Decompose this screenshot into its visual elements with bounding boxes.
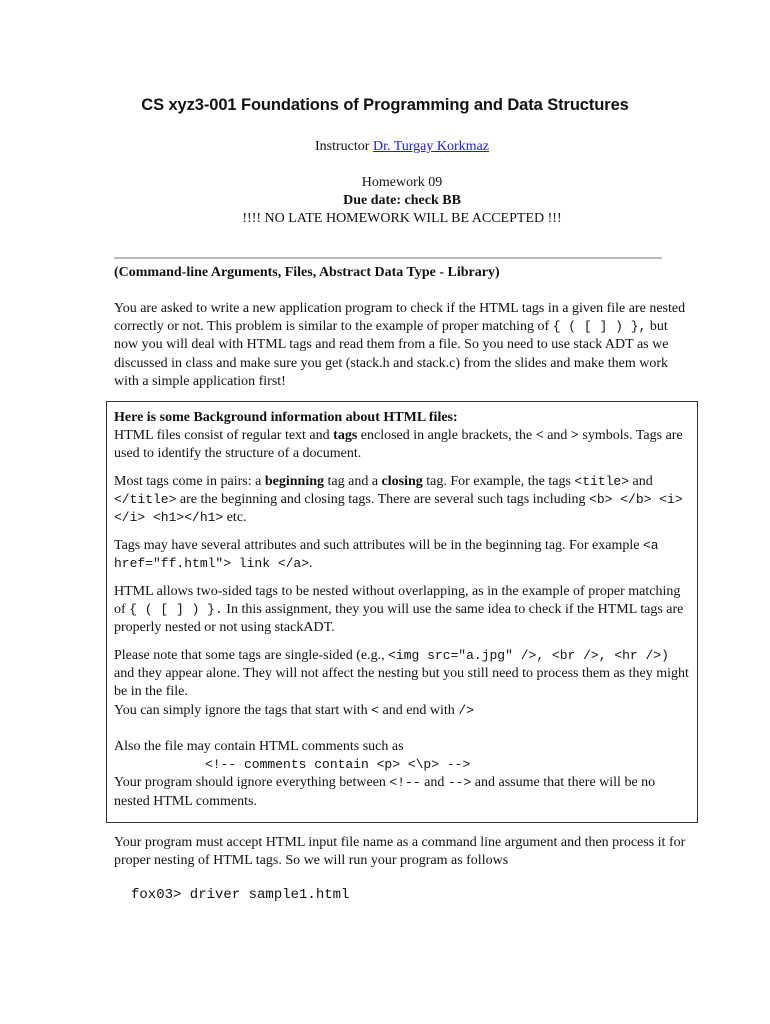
background-paragraph-1 bbox=[114, 409, 692, 464]
bg-p5-text: and end with bbox=[378, 702, 459, 718]
bg-p4-text: In this assignment, they you will use the same idea to check if the HTML tags are properly nested or not using stackADT. bbox=[114, 602, 684, 636]
instructor-line bbox=[0, 139, 770, 155]
bg-p3-code-link: <a href="ff.html"> link </a> bbox=[114, 538, 659, 572]
bg-p1-bold-tags: tags bbox=[333, 428, 358, 444]
background-paragraph-4 bbox=[114, 583, 692, 638]
bg-p6-text: and bbox=[420, 775, 448, 791]
bg-p2-code-tags: <b> </b> <i> </i> <h1></h1> bbox=[114, 492, 683, 526]
bg-p2-text: tag. For example, the tags bbox=[422, 474, 575, 489]
bg-p5-text: Please note that some tags are single-sided (e.g., bbox=[114, 648, 389, 663]
bg-p6-text: Your program should ignore everything between bbox=[114, 775, 390, 791]
bg-p3-text: . bbox=[309, 556, 313, 572]
run-instructions: Your program must accept HTML input file name as a command line argument and then process it for proper nesting of HTML tags. So we will run your program as follows bbox=[114, 835, 686, 869]
bg-p5-code-single-tags: <img src="a.jpg" />, <br />, <hr />) bbox=[388, 648, 669, 663]
bg-p2-bold-beginning: beginning bbox=[264, 474, 325, 489]
instructor-link[interactable]: Dr. Turgay Korkmaz bbox=[372, 139, 489, 154]
bg-p4-code-brackets: { ( [ ] ) }. bbox=[129, 602, 223, 618]
bg-p2-text: etc. bbox=[223, 510, 247, 526]
bg-p5-text: You can simply ignore the tags that start with bbox=[114, 702, 372, 718]
bg-p2-bold-closing: closing bbox=[381, 474, 423, 489]
bg-p5-text: and they appear alone. They will not affect the nesting but you still need to process them as they might be in the file. bbox=[114, 666, 689, 700]
due-date: Due date: check BB bbox=[343, 193, 461, 208]
instructor-prefix: Instructor bbox=[315, 139, 373, 154]
homework-number: Homework 09 bbox=[361, 175, 443, 190]
bg-p1-bold-lt: < bbox=[535, 428, 544, 444]
bg-p1-text: HTML files consist of regular text and bbox=[114, 428, 334, 444]
bg-p2-text: tag and a bbox=[324, 474, 382, 489]
bg-p3-text: Tags may have several attributes and such attributes will be in the beginning tag. For example bbox=[114, 538, 643, 553]
bg-p4-text: HTML allows two-sided tags to be nested without overlapping, as in the example of proper matching of bbox=[114, 584, 681, 618]
bg-p1-text: enclosed in angle brackets, the bbox=[357, 428, 536, 444]
late-notice: !!!! NO LATE HOMEWORK WILL BE ACCEPTED !!! bbox=[242, 211, 562, 226]
bg-p6-text: Also the file may contain HTML comments such as bbox=[114, 739, 404, 754]
bg-p1-text: symbols. Tags are used to identify the structure of a document. bbox=[114, 428, 683, 462]
intro-code-brackets: { ( [ ] ) }, bbox=[552, 319, 647, 335]
bg-p6-text: and assume that there will be no nested HTML comments. bbox=[114, 775, 656, 809]
command-example: fox03> driver sample1.html bbox=[131, 887, 350, 903]
bg-p1-bold-gt: > bbox=[570, 428, 579, 444]
bg-p2-code-title: <title> bbox=[574, 474, 630, 489]
intro-text-1: You are asked to write a new application program to check if the HTML tags in a given file are nested correctly or not. This problem is similar to the example of proper matching of bbox=[114, 301, 686, 335]
bg-p5-code-self-close: /> bbox=[458, 702, 474, 718]
course-title: CS xyz3-001 Foundations of Programming and Data Structures bbox=[141, 96, 629, 114]
bg-p2-text: and bbox=[629, 474, 653, 489]
intro-text-2: but now you will deal with HTML tags and read them from a file. So you need to use stack ADT as we discussed in class and make sure you get (stack.h and stack.c) from the slides and make them work with a simple application first! bbox=[114, 319, 669, 389]
background-heading: Here is some Background information about HTML files: bbox=[114, 410, 458, 425]
bg-p6-code-comment: <!-- comments contain <p> <\p> --> bbox=[205, 757, 471, 773]
horizontal-divider bbox=[114, 257, 662, 259]
bg-p5-code-lt: < bbox=[371, 702, 379, 718]
bg-p2-text: are the beginning and closing tags. There are several such tags including bbox=[176, 492, 590, 508]
bg-p1-text: and bbox=[543, 428, 571, 444]
bg-p6-code-close-comment: --> bbox=[447, 775, 472, 791]
background-paragraph-6 bbox=[114, 738, 692, 811]
bg-p2-text: Most tags come in pairs: a bbox=[114, 474, 265, 489]
background-paragraph-2 bbox=[114, 473, 692, 528]
background-paragraph-3 bbox=[114, 537, 692, 573]
bg-p6-code-open-comment: <!-- bbox=[389, 775, 421, 791]
bg-p2-code-close-title: </title> bbox=[114, 492, 177, 508]
background-info-box bbox=[106, 401, 698, 823]
section-heading: (Command-line Arguments, Files, Abstract Data Type - Library) bbox=[114, 265, 500, 280]
background-paragraph-5 bbox=[114, 647, 692, 720]
intro-paragraph bbox=[114, 300, 694, 391]
